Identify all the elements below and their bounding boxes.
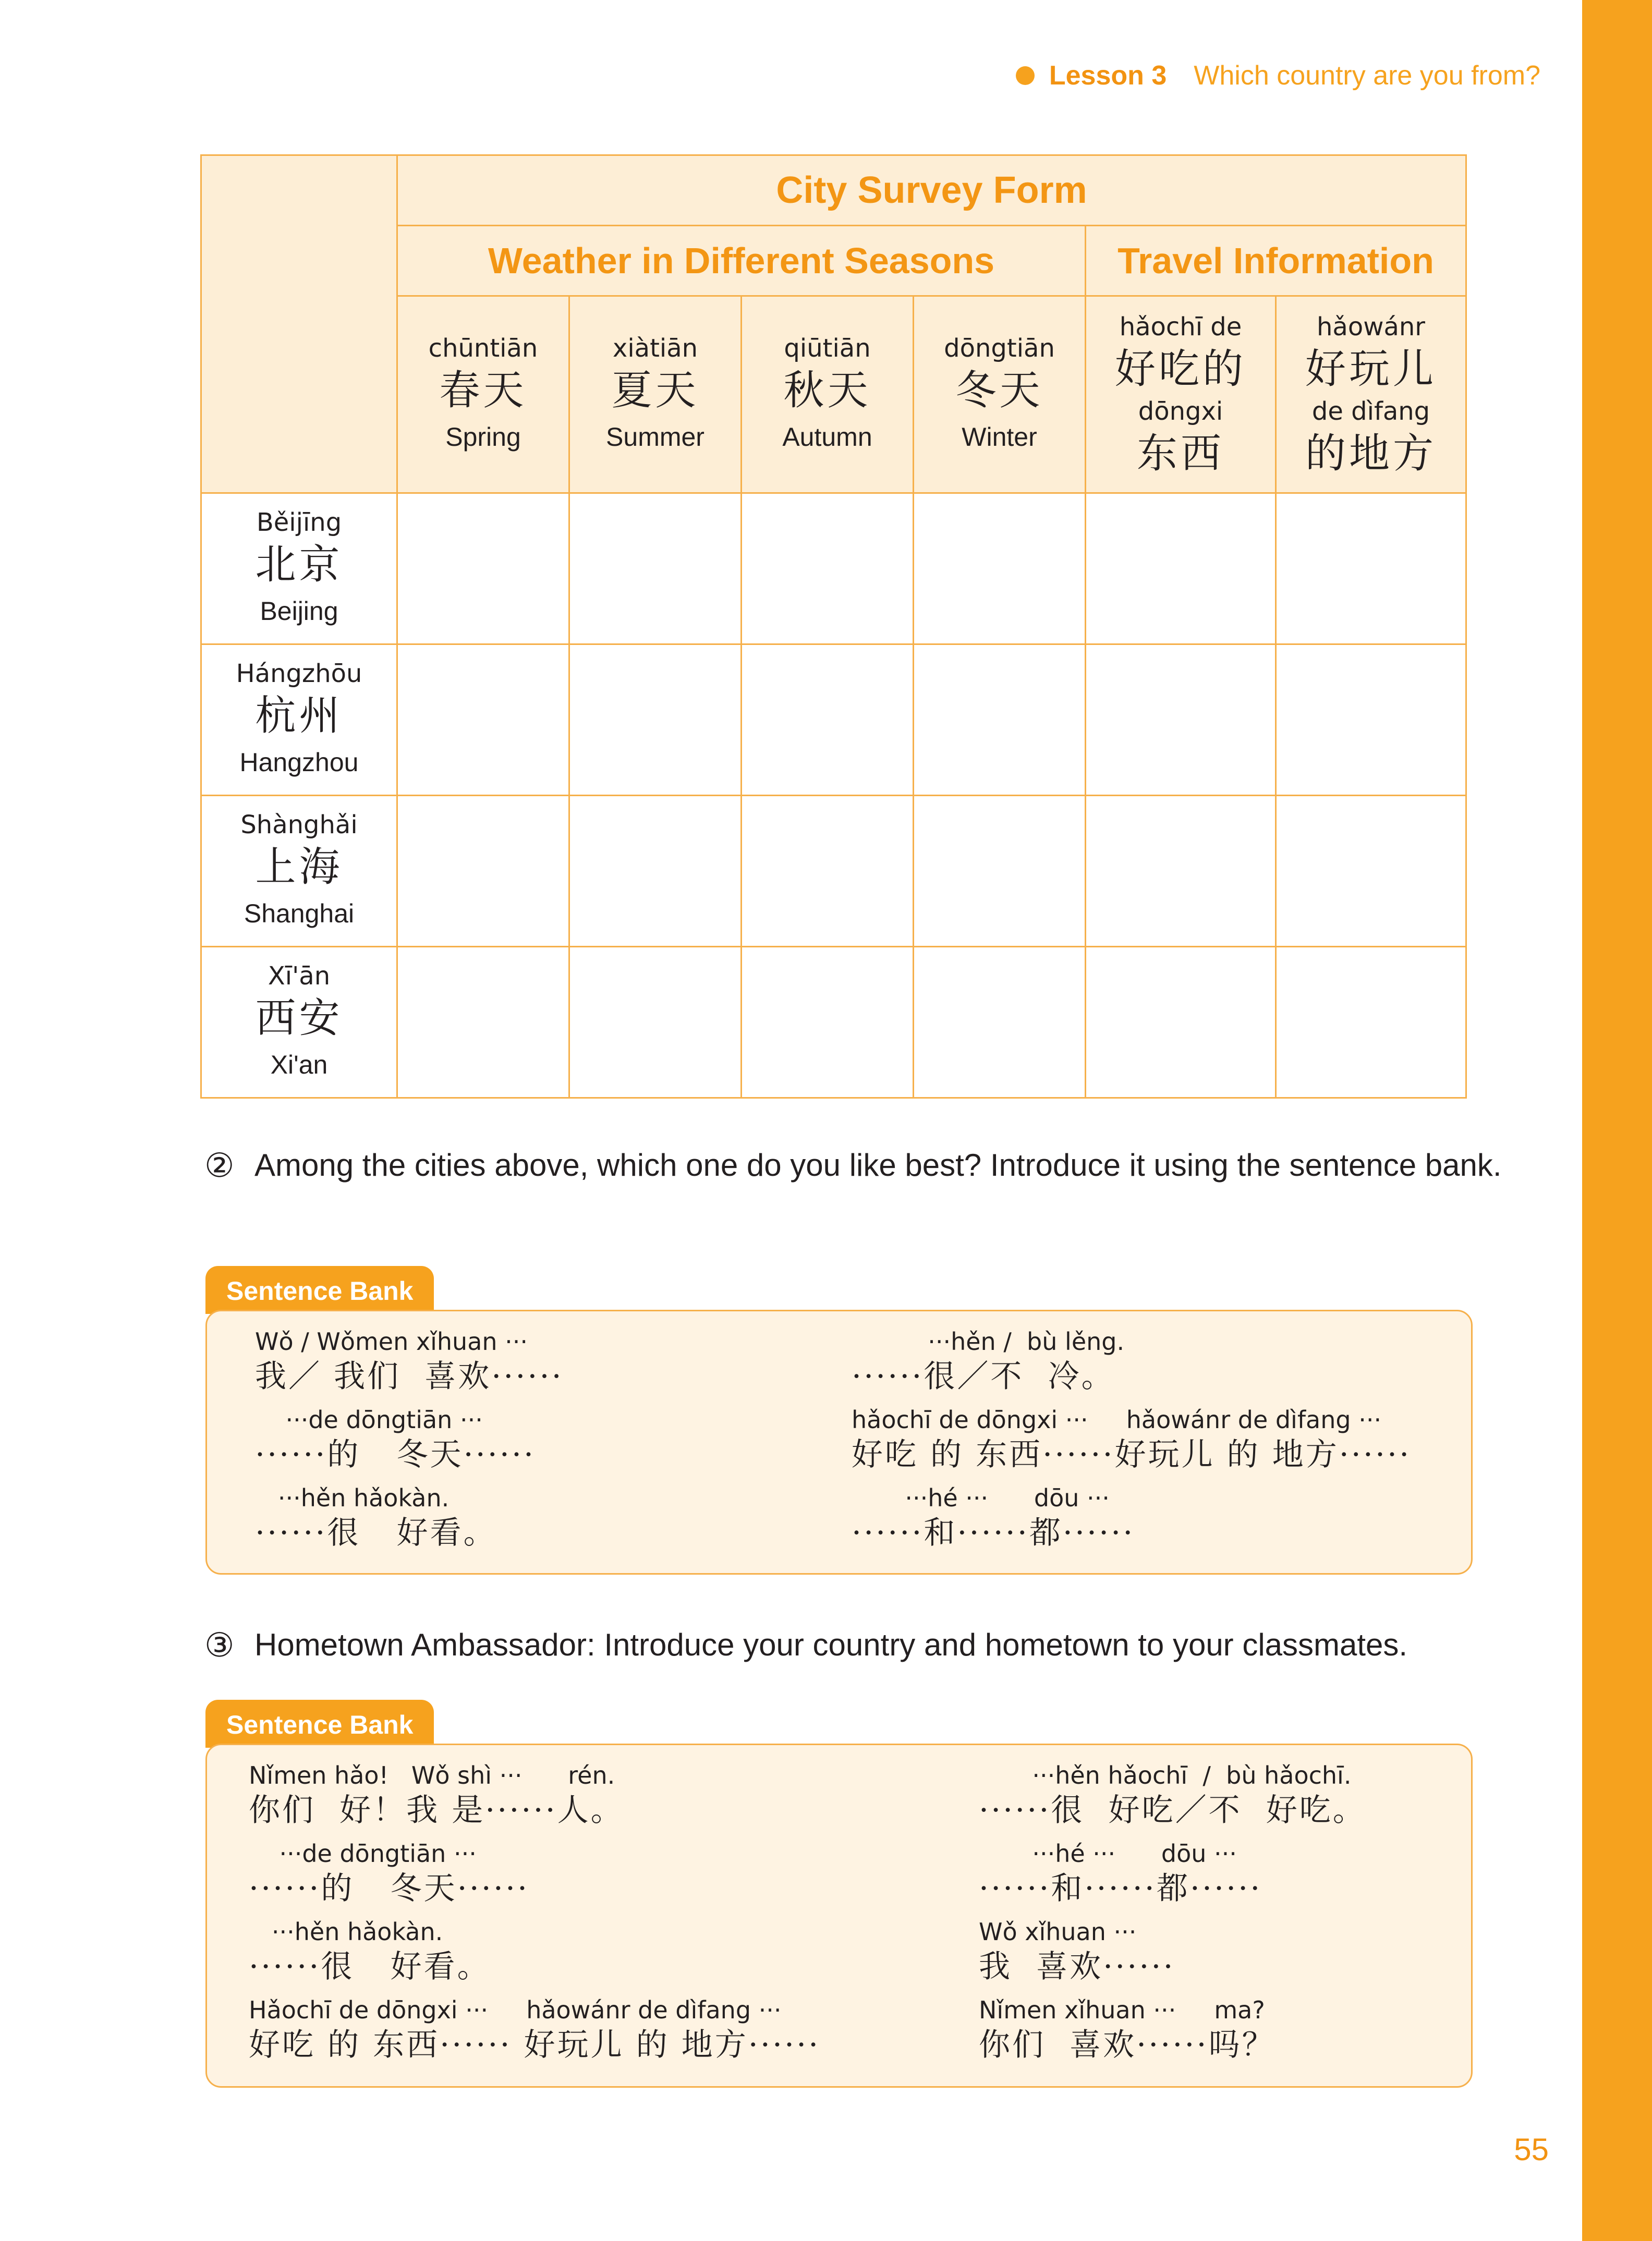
season-english: Winter [962, 422, 1037, 452]
answer-cell[interactable] [1086, 644, 1276, 796]
sentence-hanzi: ······很 好吃／不 好吃。 [979, 1792, 1366, 1829]
sentence-hanzi: ······很／不 冷。 [852, 1358, 1115, 1395]
sentence-hanzi: 你们 好！我 是······人。 [249, 1792, 624, 1829]
season-pinyin: xiàtiān [612, 333, 698, 363]
sentence-hanzi: ······很 好看。 [249, 1948, 491, 1985]
answer-cell[interactable] [1086, 493, 1276, 644]
travel-header-food [1086, 296, 1276, 493]
lesson-header [1016, 57, 1540, 94]
sentence-pinyin: Nǐmen hǎo! Wǒ shì ··· rén. [249, 1761, 615, 1789]
sentence-item [852, 1404, 1411, 1474]
season-hanzi: 春天 [439, 367, 527, 414]
travel-hanzi: 好玩儿 [1305, 345, 1437, 393]
season-header-spring [397, 296, 569, 493]
answer-cell[interactable] [1276, 644, 1466, 796]
answer-cell[interactable] [914, 796, 1086, 947]
sentence-item [852, 1482, 1135, 1552]
travel-pinyin: hǎochī de [1119, 312, 1242, 342]
table-row [201, 947, 1466, 1098]
sentence-hanzi: 好吃 的 东西······ 好玩儿 的 地方······ [249, 2027, 821, 2063]
answer-cell[interactable] [1276, 493, 1466, 644]
sentence-item [979, 1760, 1366, 1830]
sentence-bank-box [205, 1310, 1473, 1575]
question-number: ③ [204, 1626, 235, 1664]
answer-cell[interactable] [914, 947, 1086, 1098]
answer-cell[interactable] [1276, 796, 1466, 947]
season-english: Autumn [782, 422, 872, 452]
season-pinyin: dōngtiān [944, 333, 1055, 363]
season-english: Spring [445, 422, 521, 452]
season-pinyin: qiūtiān [784, 333, 871, 363]
sentence-pinyin: ···hěn / bù lěng. [852, 1327, 1125, 1356]
season-english: Summer [606, 422, 704, 452]
sentence-item [255, 1404, 536, 1474]
sentence-item [255, 1482, 497, 1552]
answer-cell[interactable] [397, 493, 569, 644]
weather-group-header: Weather in Different Seasons [397, 226, 1086, 296]
answer-cell[interactable] [397, 947, 569, 1098]
city-english: Beijing [260, 596, 338, 626]
sentence-hanzi: ······很 好看。 [255, 1515, 497, 1551]
sentence-item [249, 1994, 820, 2064]
corner-cell [201, 155, 397, 493]
sentence-hanzi: 我／ 我们 喜欢······ [255, 1358, 564, 1395]
answer-cell[interactable] [742, 796, 914, 947]
sentence-item [979, 1838, 1262, 1908]
sentence-pinyin: ···de dōngtiān ··· [255, 1406, 483, 1434]
city-pinyin: Běijīng [256, 507, 342, 537]
answer-cell[interactable] [1276, 947, 1466, 1098]
travel-group-header: Travel Information [1086, 226, 1466, 296]
city-hanzi: 上海 [255, 843, 343, 891]
sentence-pinyin: ···hé ··· dōu ··· [979, 1840, 1237, 1868]
travel-hanzi: 好吃的 [1114, 345, 1246, 393]
question-3 [204, 1623, 1542, 1667]
lesson-number: Lesson 3 [1049, 60, 1167, 91]
answer-cell[interactable] [397, 796, 569, 947]
answer-cell[interactable] [742, 947, 914, 1098]
season-pinyin: chūntiān [428, 333, 538, 363]
city-cell-hangzhou [201, 644, 397, 796]
sentence-item [255, 1326, 564, 1396]
sentence-pinyin: Nǐmen xǐhuan ··· ma? [979, 1996, 1265, 2024]
sentence-pinyin: ···hěn hǎokàn. [249, 1918, 443, 1946]
sentence-pinyin: ···hé ··· dōu ··· [852, 1484, 1110, 1512]
sentence-hanzi: ······和······都······ [979, 1870, 1262, 1907]
answer-cell[interactable] [569, 947, 742, 1098]
sentence-pinyin: ···hěn hǎokàn. [255, 1484, 450, 1512]
sentence-pinyin: hǎochī de dōngxi ··· hǎowánr de dìfang ··· [852, 1406, 1382, 1434]
city-cell-xian [201, 947, 397, 1098]
sentence-item [249, 1760, 624, 1830]
sentence-item [979, 1916, 1175, 1986]
city-english: Xi'an [270, 1050, 328, 1079]
sentence-bank-box [205, 1744, 1473, 2088]
sentence-hanzi: ······和······都······ [852, 1515, 1135, 1551]
survey-title: City Survey Form [397, 155, 1466, 226]
city-hanzi: 西安 [255, 994, 343, 1042]
table-row [201, 644, 1466, 796]
question-text: Hometown Ambassador: Introduce your country and hometown to your classmates. [254, 1627, 1408, 1662]
table-row [201, 493, 1466, 644]
sentence-pinyin: Hǎochī de dōngxi ··· hǎowánr de dìfang ··· [249, 1996, 782, 2024]
travel-header-places [1276, 296, 1466, 493]
sentence-item [979, 1994, 1276, 2064]
travel-hanzi: 东西 [1136, 430, 1224, 477]
answer-cell[interactable] [742, 644, 914, 796]
page-number: 55 [1514, 2132, 1549, 2167]
travel-pinyin: de dìfang [1311, 396, 1430, 426]
sentence-hanzi: 好吃 的 东西······好玩儿 的 地方······ [852, 1436, 1412, 1473]
city-hanzi: 杭州 [255, 692, 343, 739]
city-english: Hangzhou [239, 747, 359, 777]
bullet-dot-icon [1016, 66, 1035, 85]
sentence-item [852, 1326, 1124, 1396]
answer-cell[interactable] [914, 644, 1086, 796]
question-text: Among the cities above, which one do you like best? Introduce it using the sentence bank. [254, 1148, 1502, 1183]
answer-cell[interactable] [569, 644, 742, 796]
city-pinyin: Shànghǎi [240, 810, 358, 839]
sentence-bank-label: Sentence Bank [205, 1266, 434, 1314]
city-hanzi: 北京 [255, 541, 343, 588]
season-hanzi: 秋天 [783, 367, 871, 414]
question-number: ② [204, 1147, 235, 1184]
answer-cell[interactable] [914, 493, 1086, 644]
sentence-hanzi: 你们 喜欢······吗？ [979, 2027, 1276, 2063]
answer-cell[interactable] [569, 796, 742, 947]
question-2 [204, 1143, 1542, 1188]
city-pinyin: Xī'ān [268, 961, 331, 991]
sentence-item [249, 1916, 491, 1986]
travel-hanzi: 的地方 [1305, 430, 1437, 477]
answer-cell[interactable] [569, 493, 742, 644]
sentence-pinyin: ···de dōngtiān ··· [249, 1840, 477, 1868]
travel-pinyin: hǎowánr [1317, 312, 1426, 342]
lesson-title: Which country are you from? [1194, 60, 1540, 91]
answer-cell[interactable] [397, 644, 569, 796]
sentence-item [249, 1838, 529, 1908]
sentence-pinyin: Wǒ xǐhuan ··· [979, 1918, 1137, 1946]
season-hanzi: 夏天 [611, 367, 699, 414]
sentence-hanzi: ······的 冬天······ [255, 1436, 536, 1473]
sentence-hanzi: ······的 冬天······ [249, 1870, 530, 1907]
season-header-winter [914, 296, 1086, 493]
city-survey-table [200, 154, 1467, 1099]
answer-cell[interactable] [742, 493, 914, 644]
sentence-bank-label: Sentence Bank [205, 1700, 434, 1748]
city-cell-beijing [201, 493, 397, 644]
answer-cell[interactable] [1086, 947, 1276, 1098]
season-header-summer [569, 296, 742, 493]
travel-pinyin: dōngxi [1138, 396, 1223, 426]
city-english: Shanghai [244, 898, 355, 928]
sentence-pinyin: ···hěn hǎochī / bù hǎochī. [979, 1761, 1352, 1789]
city-pinyin: Hángzhōu [236, 659, 362, 688]
city-cell-shanghai [201, 796, 397, 947]
sentence-hanzi: 我 喜欢······ [979, 1948, 1175, 1985]
table-row [201, 796, 1466, 947]
season-header-autumn [742, 296, 914, 493]
sentence-pinyin: Wǒ / Wǒmen xǐhuan ··· [255, 1327, 528, 1356]
answer-cell[interactable] [1086, 796, 1276, 947]
season-hanzi: 冬天 [955, 367, 1043, 414]
side-color-stripe [1582, 0, 1652, 2241]
